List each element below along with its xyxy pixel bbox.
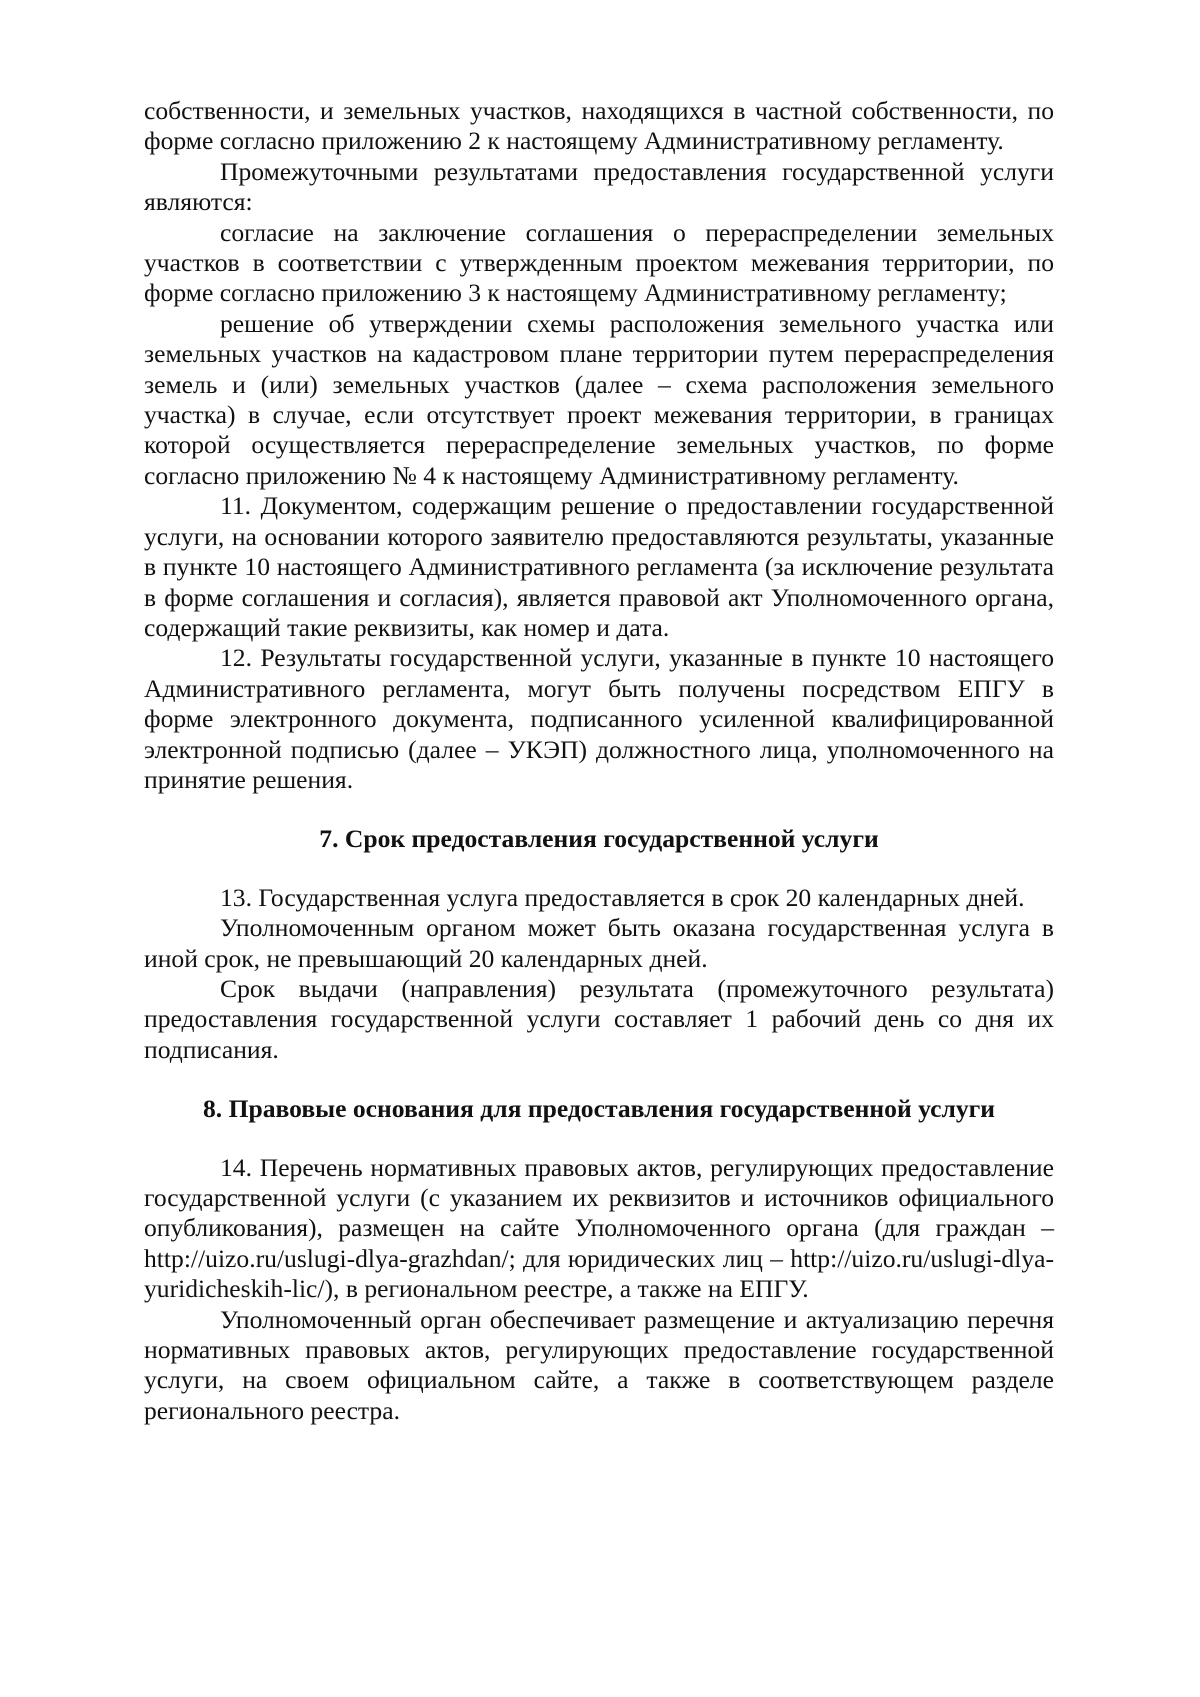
paragraph-item-13: 13. Государственная услуга предоставляется в срок 20 календарных дней. [220, 882, 1025, 912]
paragraph-consent: согласие на заключение соглашения о перераспределении земельных участков в соответствии с утвержденным проектом межевания территории, по форме согласно приложению 3 к настоящему Административному регламенту; [144, 217, 1054, 308]
paragraph-item-12: 12. Результаты государственной услуги, указанные в пункте 10 настоящего Административного регламента, могут быть получены посредством ЕПГУ в форме электронного документа, подписанного усиленной квалифицированной электронной подписью (далее – УКЭП) должностного лица, уполномоченного на принятие решения. [144, 643, 1054, 794]
document-page [144, 96, 1054, 1426]
section-8-heading [144, 1094, 1054, 1124]
section-7-title: Срок предоставления государственной услуги [344, 824, 879, 854]
paragraph-other-term: Уполномоченным органом может быть оказана государственная услуга в иной срок, не превышающий 20 календарных дней. [144, 913, 1054, 973]
paragraph-scheme-decision: решение об утверждении схемы расположения земельного участка или земельных участков на кадастровом плане территории путем перераспределения земель и (или) земельных участков (далее – схема расположения земельного участка) в случае, если отсутствует проект межевания территории, в границах которой осуществляется перераспределение земельных участков, по форме согласно приложению № 4 к настоящему Административному регламенту. [144, 308, 1054, 490]
paragraph-item-14: 14. Перечень нормативных правовых актов, регулирующих предоставление государственной услуги (с указанием их реквизитов и источников официального опубликования), размещен на сайте Уполномоченного органа (для граждан – http://uizo.ru/uslugi-dlya-grazhdan/; для юридических лиц – http://uizo.ru/uslugi-dlya-yuridicheskih-lic/), в региональном реестре, а также на ЕПГУ. [144, 1152, 1054, 1304]
section-7-number: 7. [319, 824, 345, 854]
paragraph-issue-term: Срок выдачи (направления) результата (промежуточного результата) предоставления государственной услуги составляет 1 рабочий день со дня их подписания. [144, 973, 1054, 1064]
paragraph-continuation: собственности, и земельных участков, находящихся в частной собственности, по форме согласно приложению 2 к настоящему Административному регламенту. [144, 96, 1054, 156]
paragraph-authority-publication: Уполномоченный орган обеспечивает размещение и актуализацию перечня нормативных правовых актов, регулирующих предоставление государственной услуги, на своем официальном сайте, а также в соответствующем разделе регионального реестра. [144, 1304, 1054, 1425]
section-7-heading [144, 824, 1054, 854]
paragraph-item-11: 11. Документом, содержащим решение о предоставлении государственной услуги, на основании которого заявителю предоставляются результаты, указанные в пункте 10 настоящего Административного регламента (за исключение результата в форме соглашения и согласия), является правовой акт Уполномоченного органа, содержащий такие реквизиты, как номер и дата. [144, 491, 1054, 642]
section-8-title: 8. Правовые основания для предоставления государственной услуги [202, 1094, 995, 1124]
paragraph-intermediate-results: Промежуточными результатами предоставления государственной услуги являются: [144, 156, 1054, 217]
